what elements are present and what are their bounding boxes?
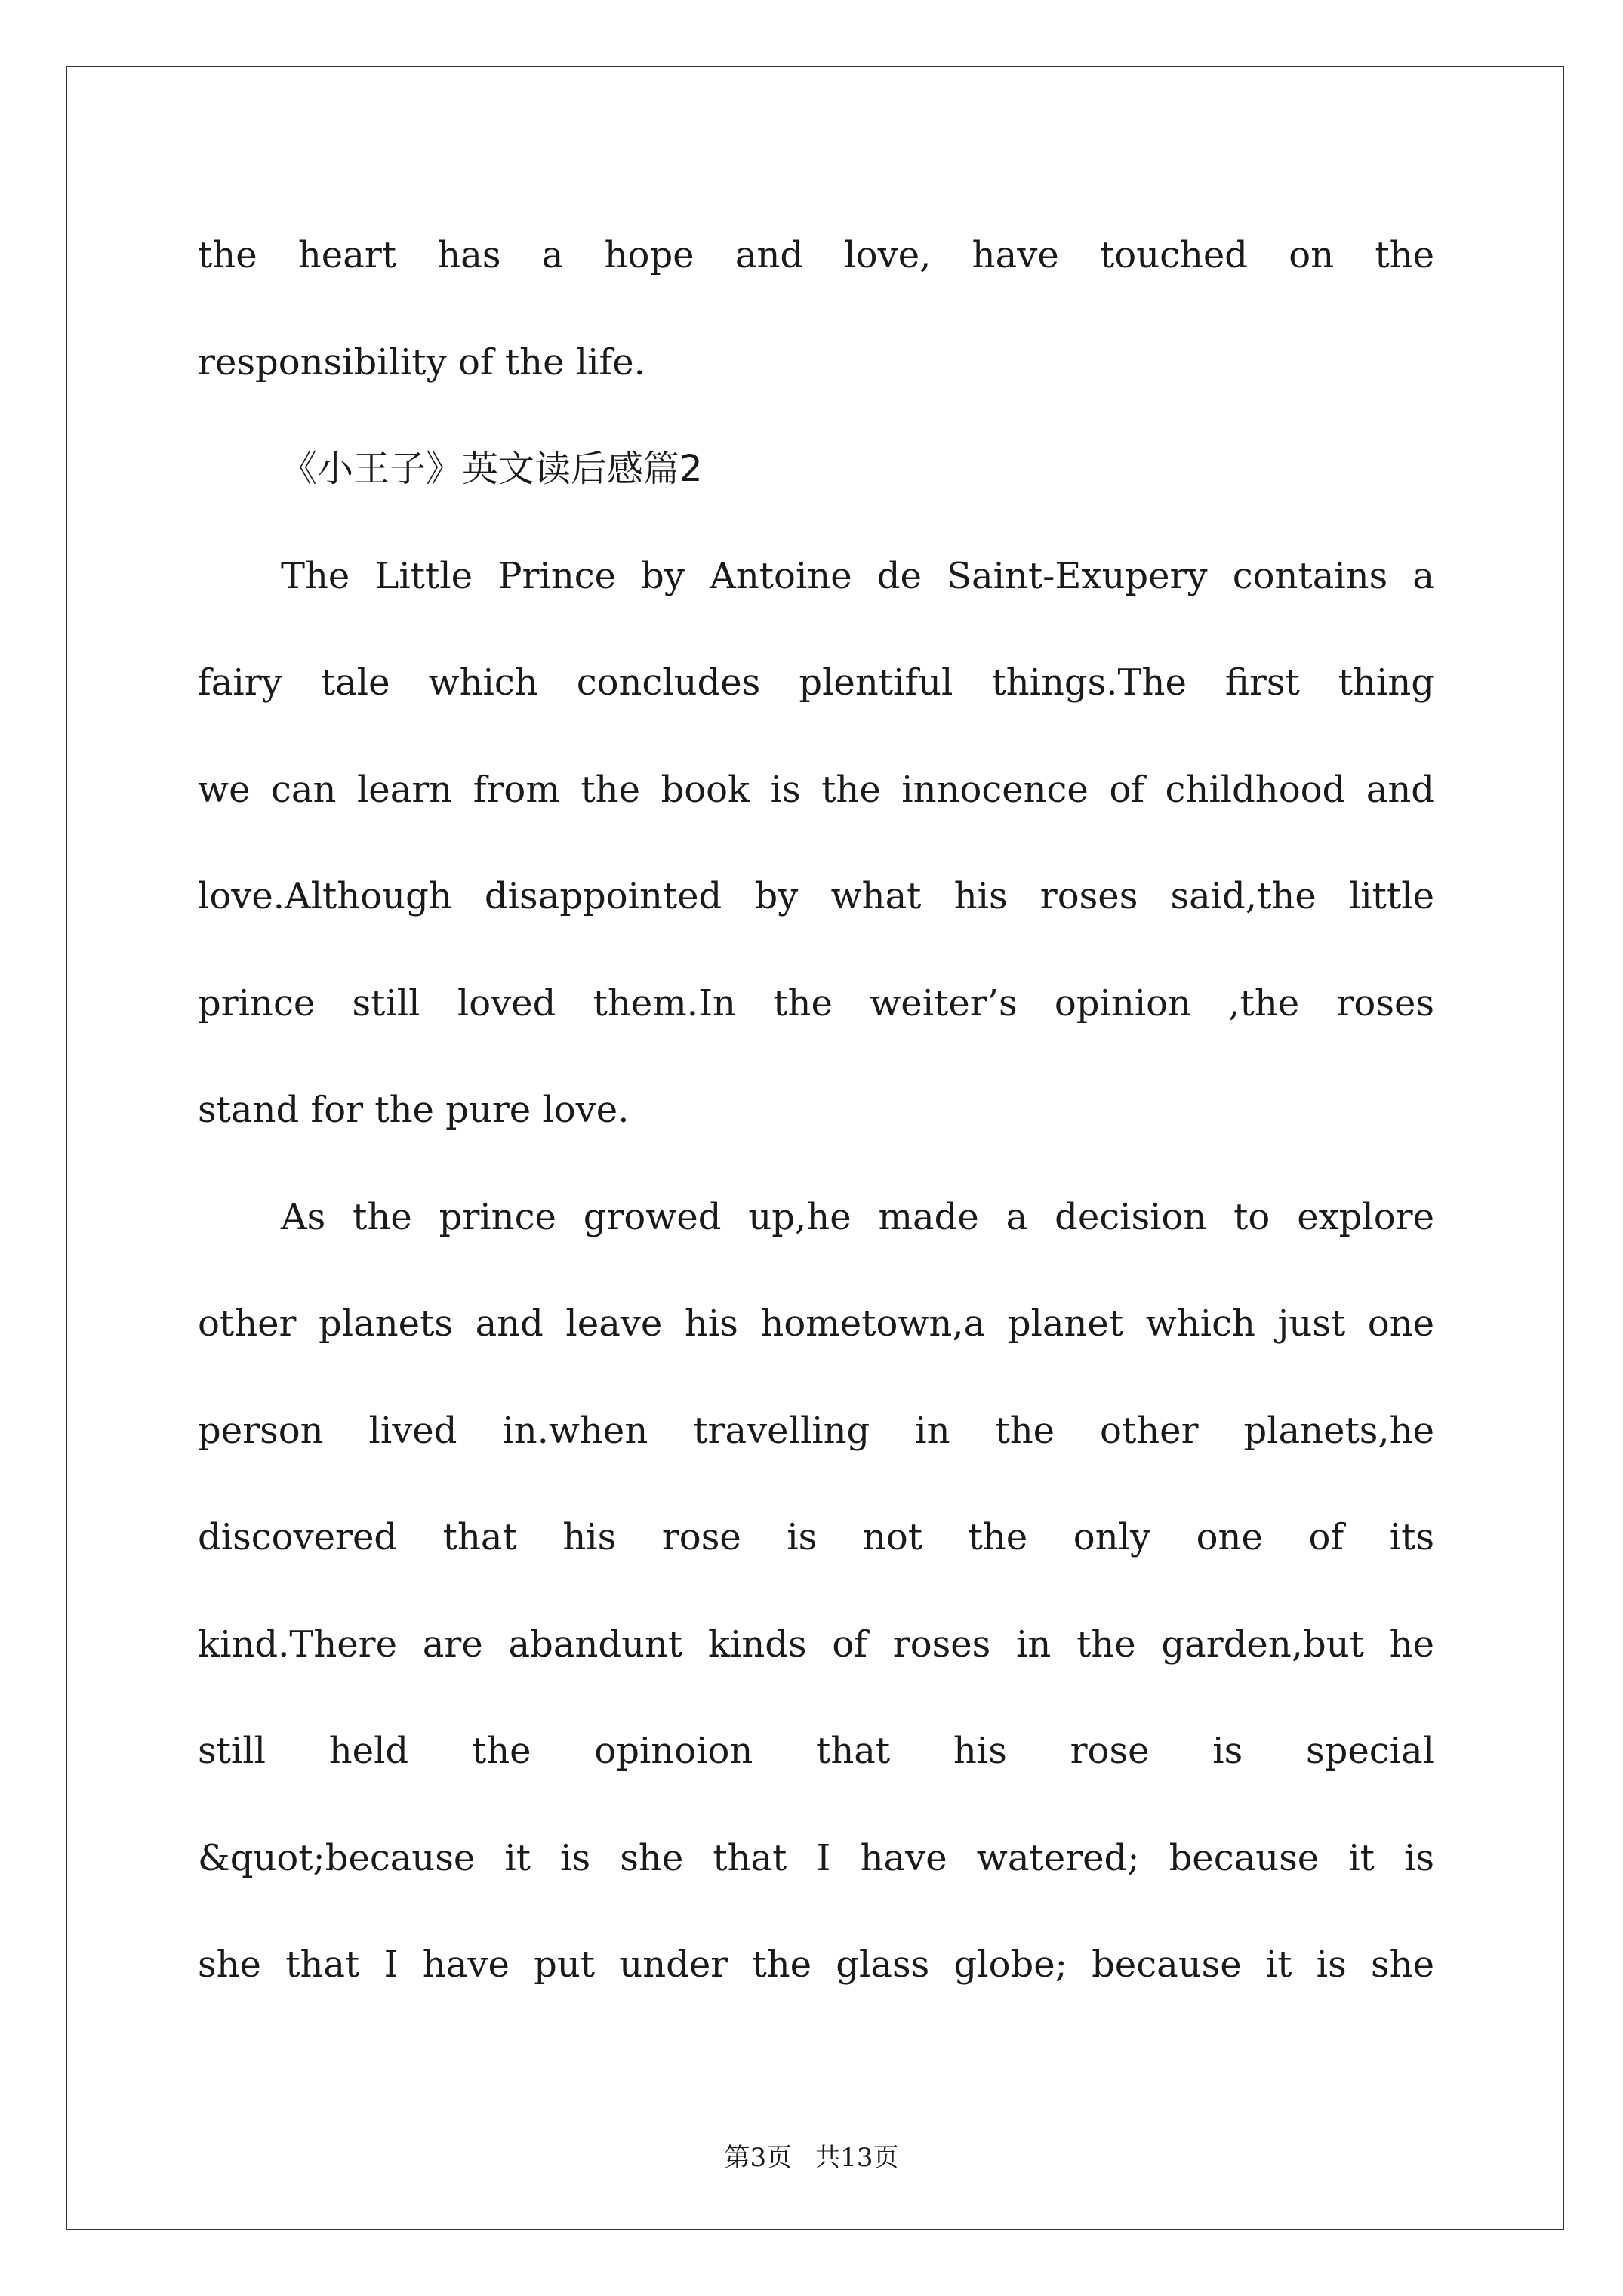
- text-line: still held the opinoion that his rose is special: [198, 1730, 1434, 1772]
- text-line: we can learn from the book is the innocence of childhood and: [198, 768, 1434, 811]
- text-line: the heart has a hope and love, have touched on the: [198, 234, 1434, 276]
- text-line: The Little Prince by Antoine de Saint-Exupery contains a: [281, 554, 1434, 597]
- text-line: discovered that his rose is not the only one of its: [198, 1516, 1434, 1558]
- document-body: [198, 219, 1434, 2036]
- page-footer: [0, 2137, 1623, 2174]
- text-line: kind.There are abandunt kinds of roses in the garden,but he: [198, 1623, 1434, 1666]
- text-line: love.Although disappointed by what his roses said,the little: [198, 875, 1434, 917]
- page-number: 第3页: [724, 2143, 793, 2173]
- page-total: 共13页: [815, 2143, 899, 2173]
- text-line: responsibility of the life.: [198, 341, 645, 384]
- section-heading: 《小王子》英文读后感篇2: [281, 448, 703, 490]
- text-line: person lived in.when travelling in the other planets,he: [198, 1409, 1434, 1452]
- text-line: stand for the pure love.: [198, 1089, 630, 1131]
- text-line: other planets and leave his hometown,a planet which just one: [198, 1302, 1434, 1345]
- text-line: &quot;because it is she that I have watered; because it is: [198, 1836, 1434, 1879]
- text-line: she that I have put under the glass globe; because it is she: [198, 1943, 1434, 1986]
- text-line: As the prince growed up,he made a decision to explore: [281, 1195, 1434, 1238]
- text-line: prince still loved them.In the weiter’s opinion ,the roses: [198, 982, 1434, 1025]
- text-line: fairy tale which concludes plentiful things.The first thing: [198, 661, 1434, 704]
